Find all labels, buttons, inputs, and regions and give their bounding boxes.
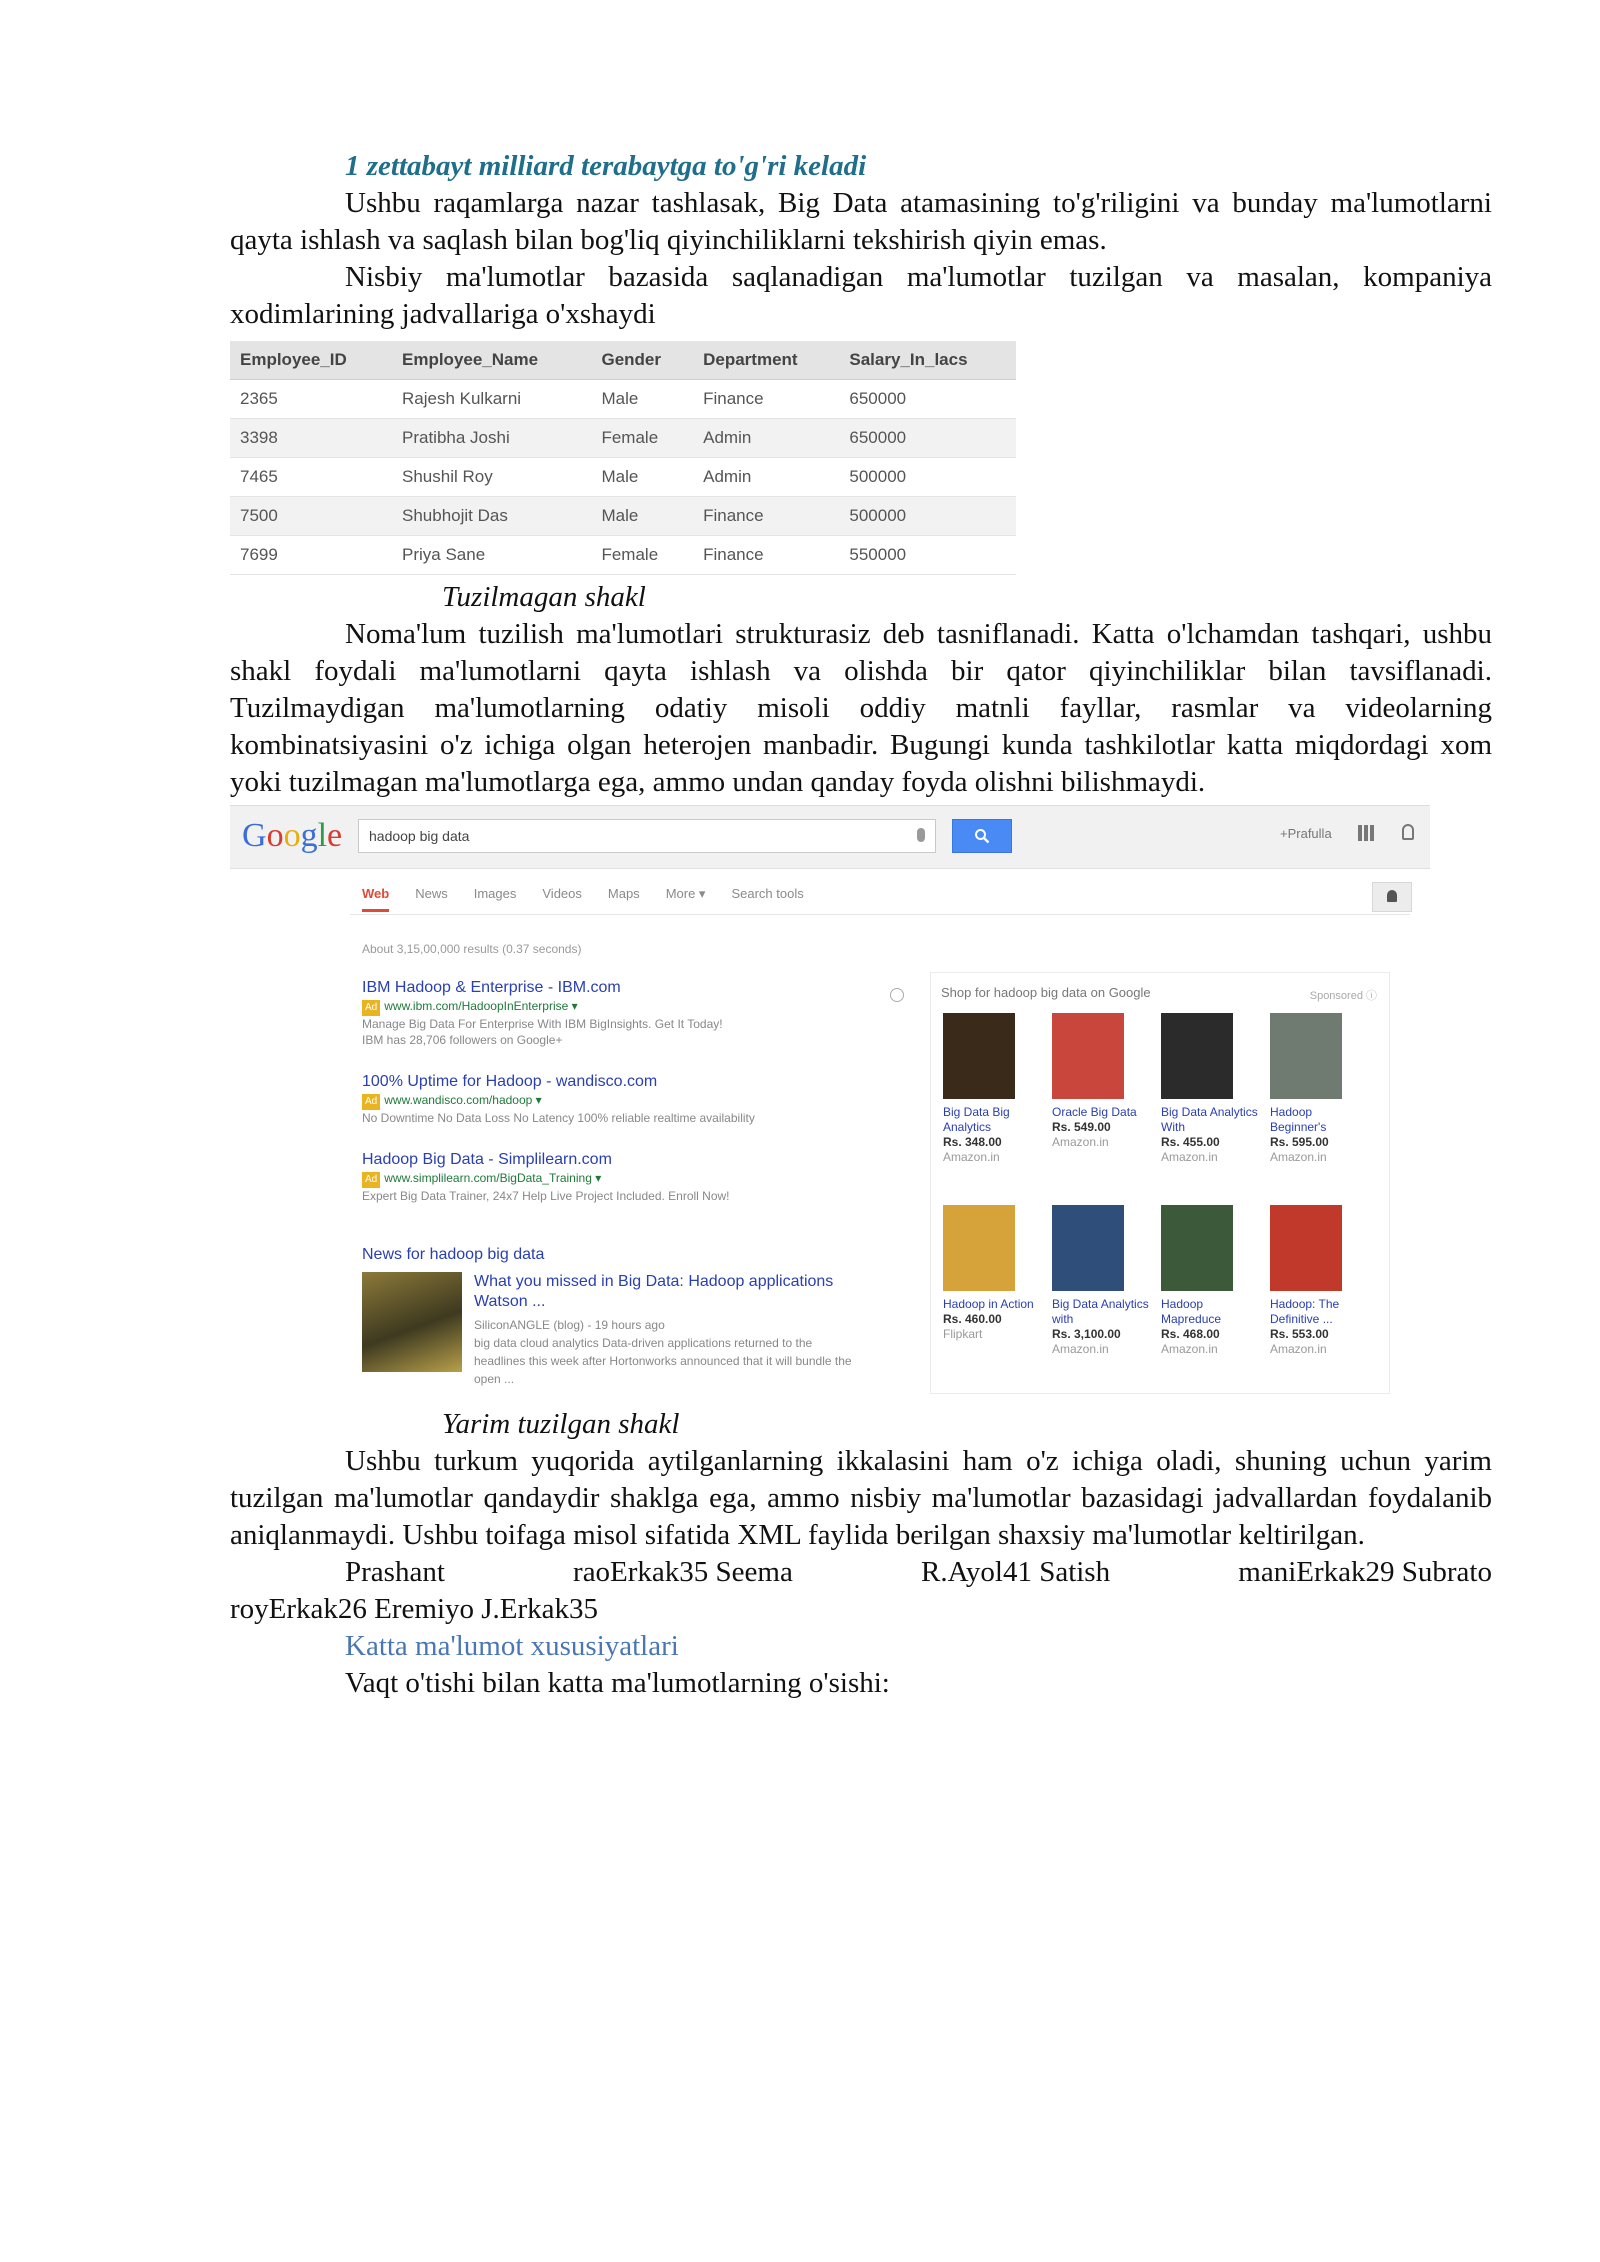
news-title[interactable]: What you missed in Big Data: Hadoop applications Watson ... — [474, 1273, 834, 1310]
product-vendor: Flipkart — [943, 1327, 983, 1341]
tab-web[interactable]: Web — [362, 886, 389, 912]
table-cell: 7500 — [230, 497, 392, 536]
product-price: Rs. 3,100.00 — [1052, 1327, 1121, 1341]
ad-description: No Downtime No Data Loss No Latency 100% reliable realtime availability — [362, 1111, 755, 1125]
tab-search-tools[interactable]: Search tools — [731, 886, 804, 901]
product-card[interactable] — [943, 1013, 1043, 1165]
notification-bell-icon[interactable] — [1402, 824, 1414, 840]
shop-heading: Shop for hadoop big data on Google — [941, 985, 1151, 1000]
book-cover — [1161, 1205, 1233, 1291]
ad-result — [362, 978, 882, 1048]
product-name: Hadoop Beginner's — [1270, 1105, 1327, 1134]
ad-url[interactable]: www.ibm.com/HadoopInEnterprise ▾ — [384, 999, 578, 1013]
microphone-icon[interactable] — [917, 828, 925, 842]
news-thumbnail[interactable] — [362, 1272, 462, 1372]
book-cover — [1052, 1205, 1124, 1291]
search-button[interactable] — [952, 819, 1012, 853]
logo-letter: l — [317, 817, 328, 854]
news-snippet — [474, 1316, 864, 1388]
product-card[interactable] — [1052, 1205, 1152, 1357]
logo-letter: e — [327, 817, 343, 854]
paragraph-1: Ushbu raqamlarga nazar tashlasak, Big Data atamasining to'g'riligini va bunday ma'lumotlarni qayta ishlash va saqlash bilan bog'liq qiyinchiliklarni tekshirish qiyin emas. — [230, 187, 1492, 256]
news-text: big data cloud analytics Data-driven applications returned to the headlines this week after Hortonworks announced that it will bundle the open ... — [474, 1336, 852, 1386]
table-cell: Male — [591, 458, 693, 497]
xml-token: maniErkak29 Subrato — [1238, 1556, 1492, 1588]
product-card[interactable] — [1161, 1013, 1261, 1165]
table-cell: Finance — [693, 380, 839, 419]
logo-letter: o — [266, 817, 284, 854]
ad-url[interactable]: www.simplilearn.com/BigData_Training ▾ — [384, 1171, 602, 1185]
table-cell: 3398 — [230, 419, 392, 458]
ad-description: Expert Big Data Trainer, 24x7 Help Live Project Included. Enroll Now! — [362, 1189, 730, 1203]
product-name: Hadoop in Action — [943, 1297, 1034, 1311]
table-cell: Admin — [693, 419, 839, 458]
profile-button[interactable] — [1372, 882, 1412, 912]
logo-letter: o — [283, 817, 301, 854]
book-cover — [943, 1013, 1015, 1099]
product-card[interactable] — [1270, 1013, 1370, 1165]
search-icon — [974, 828, 990, 844]
table-row — [230, 458, 1016, 497]
paragraph-5: Vaqt o'tishi bilan katta ma'lumotlarning o'sishi: — [345, 1667, 890, 1699]
xml-example-continuation: royErkak26 Eremiyo J.Erkak35 — [230, 1593, 599, 1625]
sponsored-label: Sponsored ⓘ — [1309, 990, 1377, 1002]
table-cell: 650000 — [839, 380, 1016, 419]
table-cell: Male — [591, 380, 693, 419]
table-cell: Male — [591, 497, 693, 536]
results-count: About 3,15,00,000 results (0.37 seconds) — [362, 942, 582, 956]
news-heading[interactable]: News for hadoop big data — [362, 1246, 545, 1263]
xml-example-line — [230, 1554, 1492, 1591]
ad-title[interactable]: IBM Hadoop & Enterprise - IBM.com — [362, 979, 621, 996]
employee-table — [230, 341, 1016, 575]
employee-table-header — [230, 341, 1016, 380]
info-icon[interactable] — [890, 988, 904, 1002]
table-cell: 500000 — [839, 458, 1016, 497]
ad-result — [362, 1150, 882, 1204]
table-row — [230, 497, 1016, 536]
column-header: Department — [693, 341, 839, 380]
product-card[interactable] — [943, 1205, 1043, 1342]
table-cell: Pratibha Joshi — [392, 419, 591, 458]
ad-badge: Ad — [362, 1094, 380, 1110]
logo-letter: g — [300, 817, 318, 854]
table-row — [230, 380, 1016, 419]
user-link[interactable]: +Prafulla — [1280, 826, 1332, 841]
shopping-panel — [930, 972, 1390, 1394]
product-price: Rs. 553.00 — [1270, 1327, 1329, 1341]
column-header: Gender — [591, 341, 693, 380]
apps-grid-icon[interactable] — [1358, 825, 1374, 841]
product-vendor: Amazon.in — [943, 1150, 1000, 1164]
zettabyte-heading: 1 zettabayt milliard terabaytga to'g'ri keladi — [345, 150, 867, 182]
product-card[interactable] — [1270, 1205, 1370, 1357]
product-vendor: Amazon.in — [1161, 1150, 1218, 1164]
product-card[interactable] — [1161, 1205, 1261, 1357]
table-cell: 550000 — [839, 536, 1016, 575]
table-cell: 2365 — [230, 380, 392, 419]
product-price: Rs. 595.00 — [1270, 1135, 1329, 1149]
news-source: SiliconANGLE (blog) - 19 hours ago — [474, 1318, 665, 1332]
tab-images[interactable]: Images — [473, 886, 517, 901]
paragraph-3: Noma'lum tuzilish ma'lumotlari strukturasiz deb tasniflanadi. Katta o'lchamdan tashqari, ushbu shakl foydali ma'lumotlarni qayta ishlash va olishda bir qator qiyinchiliklar bilan tavsiflanadi. Tuzilmaydigan ma'lumotlarning odatiy misoli oddiy matnli fayllar, rasmlar va videolarning kombinatsiyasini o'z ichiga olgan heterojen manbadir. Bugungi kunda tashkilotlar katta miqdordagi xom yoki tuzilmagan ma'lumotlarga ega, ammo undan qanday foyda olishni bilishmaydi. — [230, 618, 1492, 798]
table-cell: Finance — [693, 536, 839, 575]
product-vendor: Amazon.in — [1052, 1135, 1109, 1149]
product-name: Big Data Big Analytics — [943, 1105, 1010, 1134]
book-cover — [1161, 1013, 1233, 1099]
table-cell: Rajesh Kulkarni — [392, 380, 591, 419]
logo-letter: G — [242, 817, 267, 854]
book-cover — [943, 1205, 1015, 1291]
table-cell: Admin — [693, 458, 839, 497]
table-cell: 500000 — [839, 497, 1016, 536]
product-vendor: Amazon.in — [1161, 1342, 1218, 1356]
ad-result — [362, 1072, 882, 1126]
ad-badge: Ad — [362, 1000, 380, 1016]
google-top-bar — [230, 806, 1430, 869]
xml-token: raoErkak35 Seema — [573, 1556, 793, 1588]
table-cell: 7465 — [230, 458, 392, 497]
product-vendor: Amazon.in — [1270, 1150, 1327, 1164]
book-cover — [1270, 1013, 1342, 1099]
tab-news[interactable]: News — [415, 886, 448, 901]
product-name: Oracle Big Data — [1052, 1105, 1137, 1119]
ad-title[interactable]: Hadoop Big Data - Simplilearn.com — [362, 1151, 612, 1168]
ad-url[interactable]: www.wandisco.com/hadoop ▾ — [384, 1093, 542, 1107]
ad-badge: Ad — [362, 1172, 380, 1188]
search-query: hadoop big data — [369, 828, 470, 844]
product-name: Big Data Analytics With — [1161, 1105, 1258, 1134]
book-cover — [1052, 1013, 1124, 1099]
product-price: Rs. 460.00 — [943, 1312, 1002, 1326]
google-logo — [242, 816, 342, 856]
caption-unstructured: Tuzilmagan shakl — [442, 581, 646, 613]
product-name: Big Data Analytics with — [1052, 1297, 1149, 1326]
tab-maps[interactable]: Maps — [607, 886, 640, 901]
table-cell: Shushil Roy — [392, 458, 591, 497]
ad-title[interactable]: 100% Uptime for Hadoop - wandisco.com — [362, 1073, 658, 1090]
table-row — [230, 536, 1016, 575]
table-cell: Shubhojit Das — [392, 497, 591, 536]
column-header: Salary_In_lacs — [839, 341, 1016, 380]
column-header: Employee_Name — [392, 341, 591, 380]
google-search-screenshot — [230, 805, 1430, 1400]
product-card[interactable] — [1052, 1013, 1152, 1150]
section-heading: Katta ma'lumot xususiyatlari — [345, 1630, 679, 1662]
table-row — [230, 419, 1016, 458]
column-header: Employee_ID — [230, 341, 392, 380]
product-price: Rs. 455.00 — [1161, 1135, 1220, 1149]
ad-description: Manage Big Data For Enterprise With IBM BigInsights. Get It Today! — [362, 1017, 723, 1031]
tab-divider — [350, 914, 1410, 915]
table-cell: Female — [591, 419, 693, 458]
xml-token: Prashant — [345, 1556, 445, 1588]
paragraph-4: Ushbu turkum yuqorida aytilganlarning ikkalasini ham o'z ichiga oladi, shuning uchun yarim tuzilgan ma'lumotlar qandaydir shaklga ega, ammo nisbiy ma'lumotlar bazasidagi jadvallardan foydalanib aniqlanmaydi. Ushbu toifaga misol sifatida XML faylida berilgan shaxsiy ma'lumotlar keltirilgan. — [230, 1445, 1492, 1551]
table-cell: 7699 — [230, 536, 392, 575]
caption-semistructured: Yarim tuzilgan shakl — [442, 1408, 680, 1440]
book-cover — [1270, 1205, 1342, 1291]
product-name: Hadoop Mapreduce — [1161, 1297, 1222, 1326]
product-price: Rs. 468.00 — [1161, 1327, 1220, 1341]
xml-token: R.Ayol41 Satish — [921, 1556, 1111, 1588]
document-body — [230, 148, 1492, 1702]
product-vendor: Amazon.in — [1270, 1342, 1327, 1356]
search-input[interactable] — [358, 819, 936, 853]
product-name: Hadoop: The Definitive ... — [1270, 1297, 1340, 1326]
table-cell: 650000 — [839, 419, 1016, 458]
product-price: Rs. 348.00 — [943, 1135, 1002, 1149]
search-tabs — [362, 886, 804, 912]
table-cell: Priya Sane — [392, 536, 591, 575]
tab-videos[interactable]: Videos — [542, 886, 582, 901]
table-cell: Female — [591, 536, 693, 575]
product-vendor: Amazon.in — [1052, 1342, 1109, 1356]
tab-more[interactable]: More ▾ — [665, 886, 706, 901]
table-cell: Finance — [693, 497, 839, 536]
ad-extension: IBM has 28,706 followers on Google+ — [362, 1033, 563, 1047]
paragraph-2: Nisbiy ma'lumotlar bazasida saqlanadigan ma'lumotlar tuzilgan va masalan, kompaniya xodimlarining jadvallariga o'xshaydi — [230, 261, 1492, 330]
product-price: Rs. 549.00 — [1052, 1120, 1111, 1134]
